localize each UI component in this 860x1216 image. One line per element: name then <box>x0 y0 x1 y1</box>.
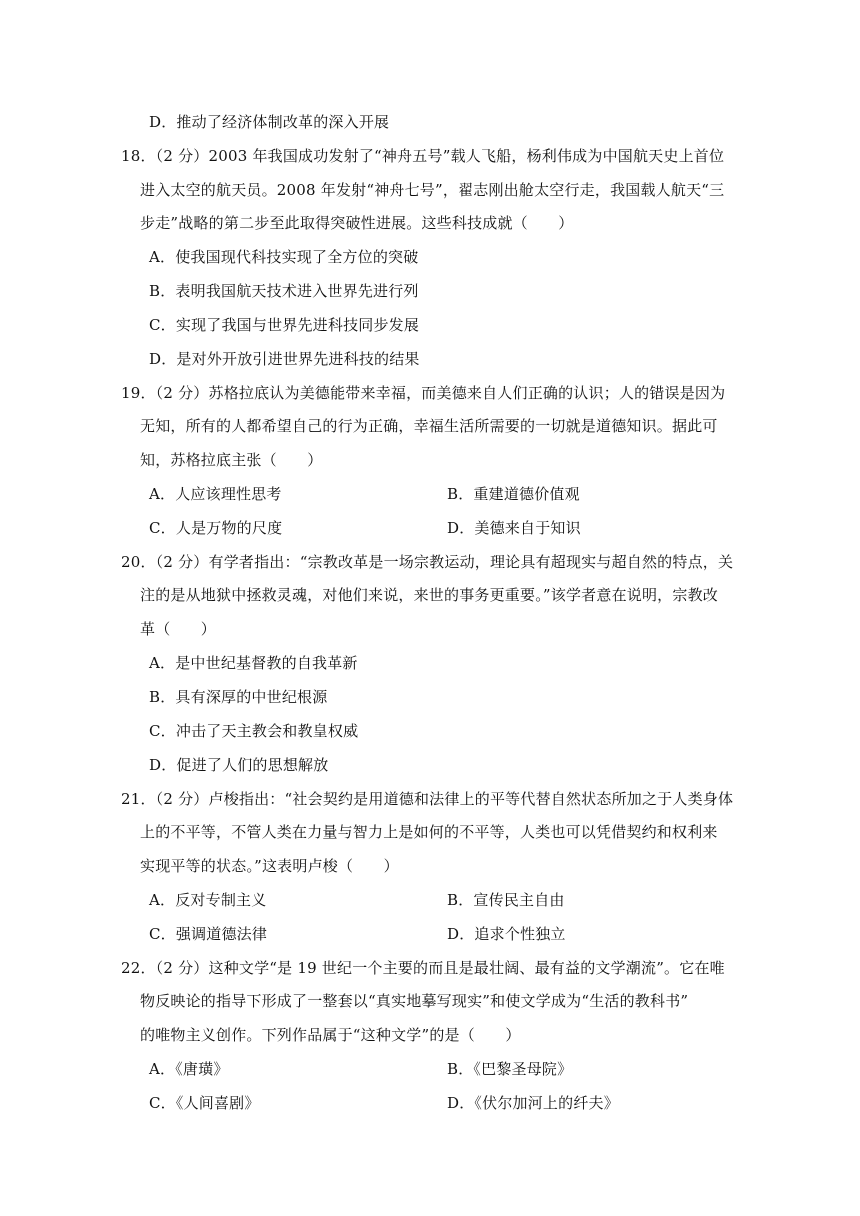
q22-option-a: A．《唐璜》 <box>149 1060 229 1078</box>
q18-stem-line-3: 步走”战略的第二步至此取得突破性进展。这些科技成就（ ） <box>140 214 574 232</box>
q18-option-b: B．表明我国航天技术进入世界先进行列 <box>149 282 419 300</box>
q17-option-d: D．推动了经济体制改革的深入开展 <box>149 113 390 131</box>
q18-option-a: A．使我国现代科技实现了全方位的突破 <box>149 248 419 266</box>
q21-option-d: D．追求个性独立 <box>447 925 566 943</box>
q20-stem-line-2: 注的是从地狱中拯救灵魂，对他们来说，来世的事务更重要。”该学者意在说明，宗教改 <box>140 586 718 604</box>
q19-option-a: A．人应该理性思考 <box>149 485 282 503</box>
q21-stem-line-1: 21．（2 分）卢梭指出：“社会契约是用道德和法律上的平等代替自然状态所加之于人类身体 <box>121 790 734 808</box>
q18-option-c: C．实现了我国与世界先进科技同步发展 <box>149 316 420 334</box>
q19-option-d: D．美德来自于知识 <box>447 519 581 537</box>
q20-option-a: A．是中世纪基督教的自我革新 <box>149 654 358 672</box>
q22-stem-line-3: 的唯物主义创作。下列作品属于“这种文学”的是（ ） <box>140 1026 521 1044</box>
q20-option-d: D．促进了人们的思想解放 <box>149 756 329 774</box>
q21-option-c: C．强调道德法律 <box>149 925 268 943</box>
q18-stem-line-1: 18．（2 分）2003 年我国成功发射了“神舟五号”载人飞船，杨利伟成为中国航天史上首位 <box>121 147 725 165</box>
q21-stem-line-3: 实现平等的状态。”这表明卢梭（ ） <box>140 857 399 875</box>
q22-option-d: D．《伏尔加河上的纤夫》 <box>447 1094 619 1112</box>
q20-stem-line-1: 20．（2 分）有学者指出：“宗教改革是一场宗教运动，理论具有超现实与超自然的特点，关 <box>121 553 734 571</box>
q22-stem-line-1: 22．（2 分）这种文学“是 19 世纪一个主要的而且是最壮阔、最有益的文学潮流”。它在唯 <box>121 959 725 977</box>
q20-option-c: C．冲击了天主教会和教皇权威 <box>149 722 359 740</box>
q19-stem-line-2: 无知，所有的人都希望自己的行为正确，幸福生活所需要的一切就是道德知识。据此可 <box>140 417 718 435</box>
q22-stem-line-2: 物反映论的指导下形成了一整套以“真实地摹写现实”和使文学成为“生活的教科书” <box>140 992 689 1010</box>
q20-option-b: B．具有深厚的中世纪根源 <box>149 688 328 706</box>
q21-option-a: A．反对专制主义 <box>149 891 267 909</box>
q19-option-b: B．重建道德价值观 <box>447 485 580 503</box>
q18-option-d: D．是对外开放引进世界先进科技的结果 <box>149 350 420 368</box>
q19-stem-line-1: 19．（2 分）苏格拉底认为美德能带来幸福，而美德来自人们正确的认识；人的错误是因为 <box>121 384 726 402</box>
q21-stem-line-2: 上的不平等，不管人类在力量与智力上是如何的不平等，人类也可以凭借契约和权利来 <box>140 823 718 841</box>
q22-option-b: B．《巴黎圣母院》 <box>447 1060 573 1078</box>
q19-option-c: C．人是万物的尺度 <box>149 519 283 537</box>
q18-stem-line-2: 进入太空的航天员。2008 年发射“神舟七号”，翟志刚出舱太空行走，我国载人航天“三 <box>140 181 725 199</box>
q19-stem-line-3: 知，苏格拉底主张（ ） <box>140 451 323 469</box>
q21-option-b: B．宣传民主自由 <box>447 891 565 909</box>
q22-option-c: C．《人间喜剧》 <box>149 1094 260 1112</box>
q20-stem-line-3: 革（ ） <box>140 620 217 638</box>
